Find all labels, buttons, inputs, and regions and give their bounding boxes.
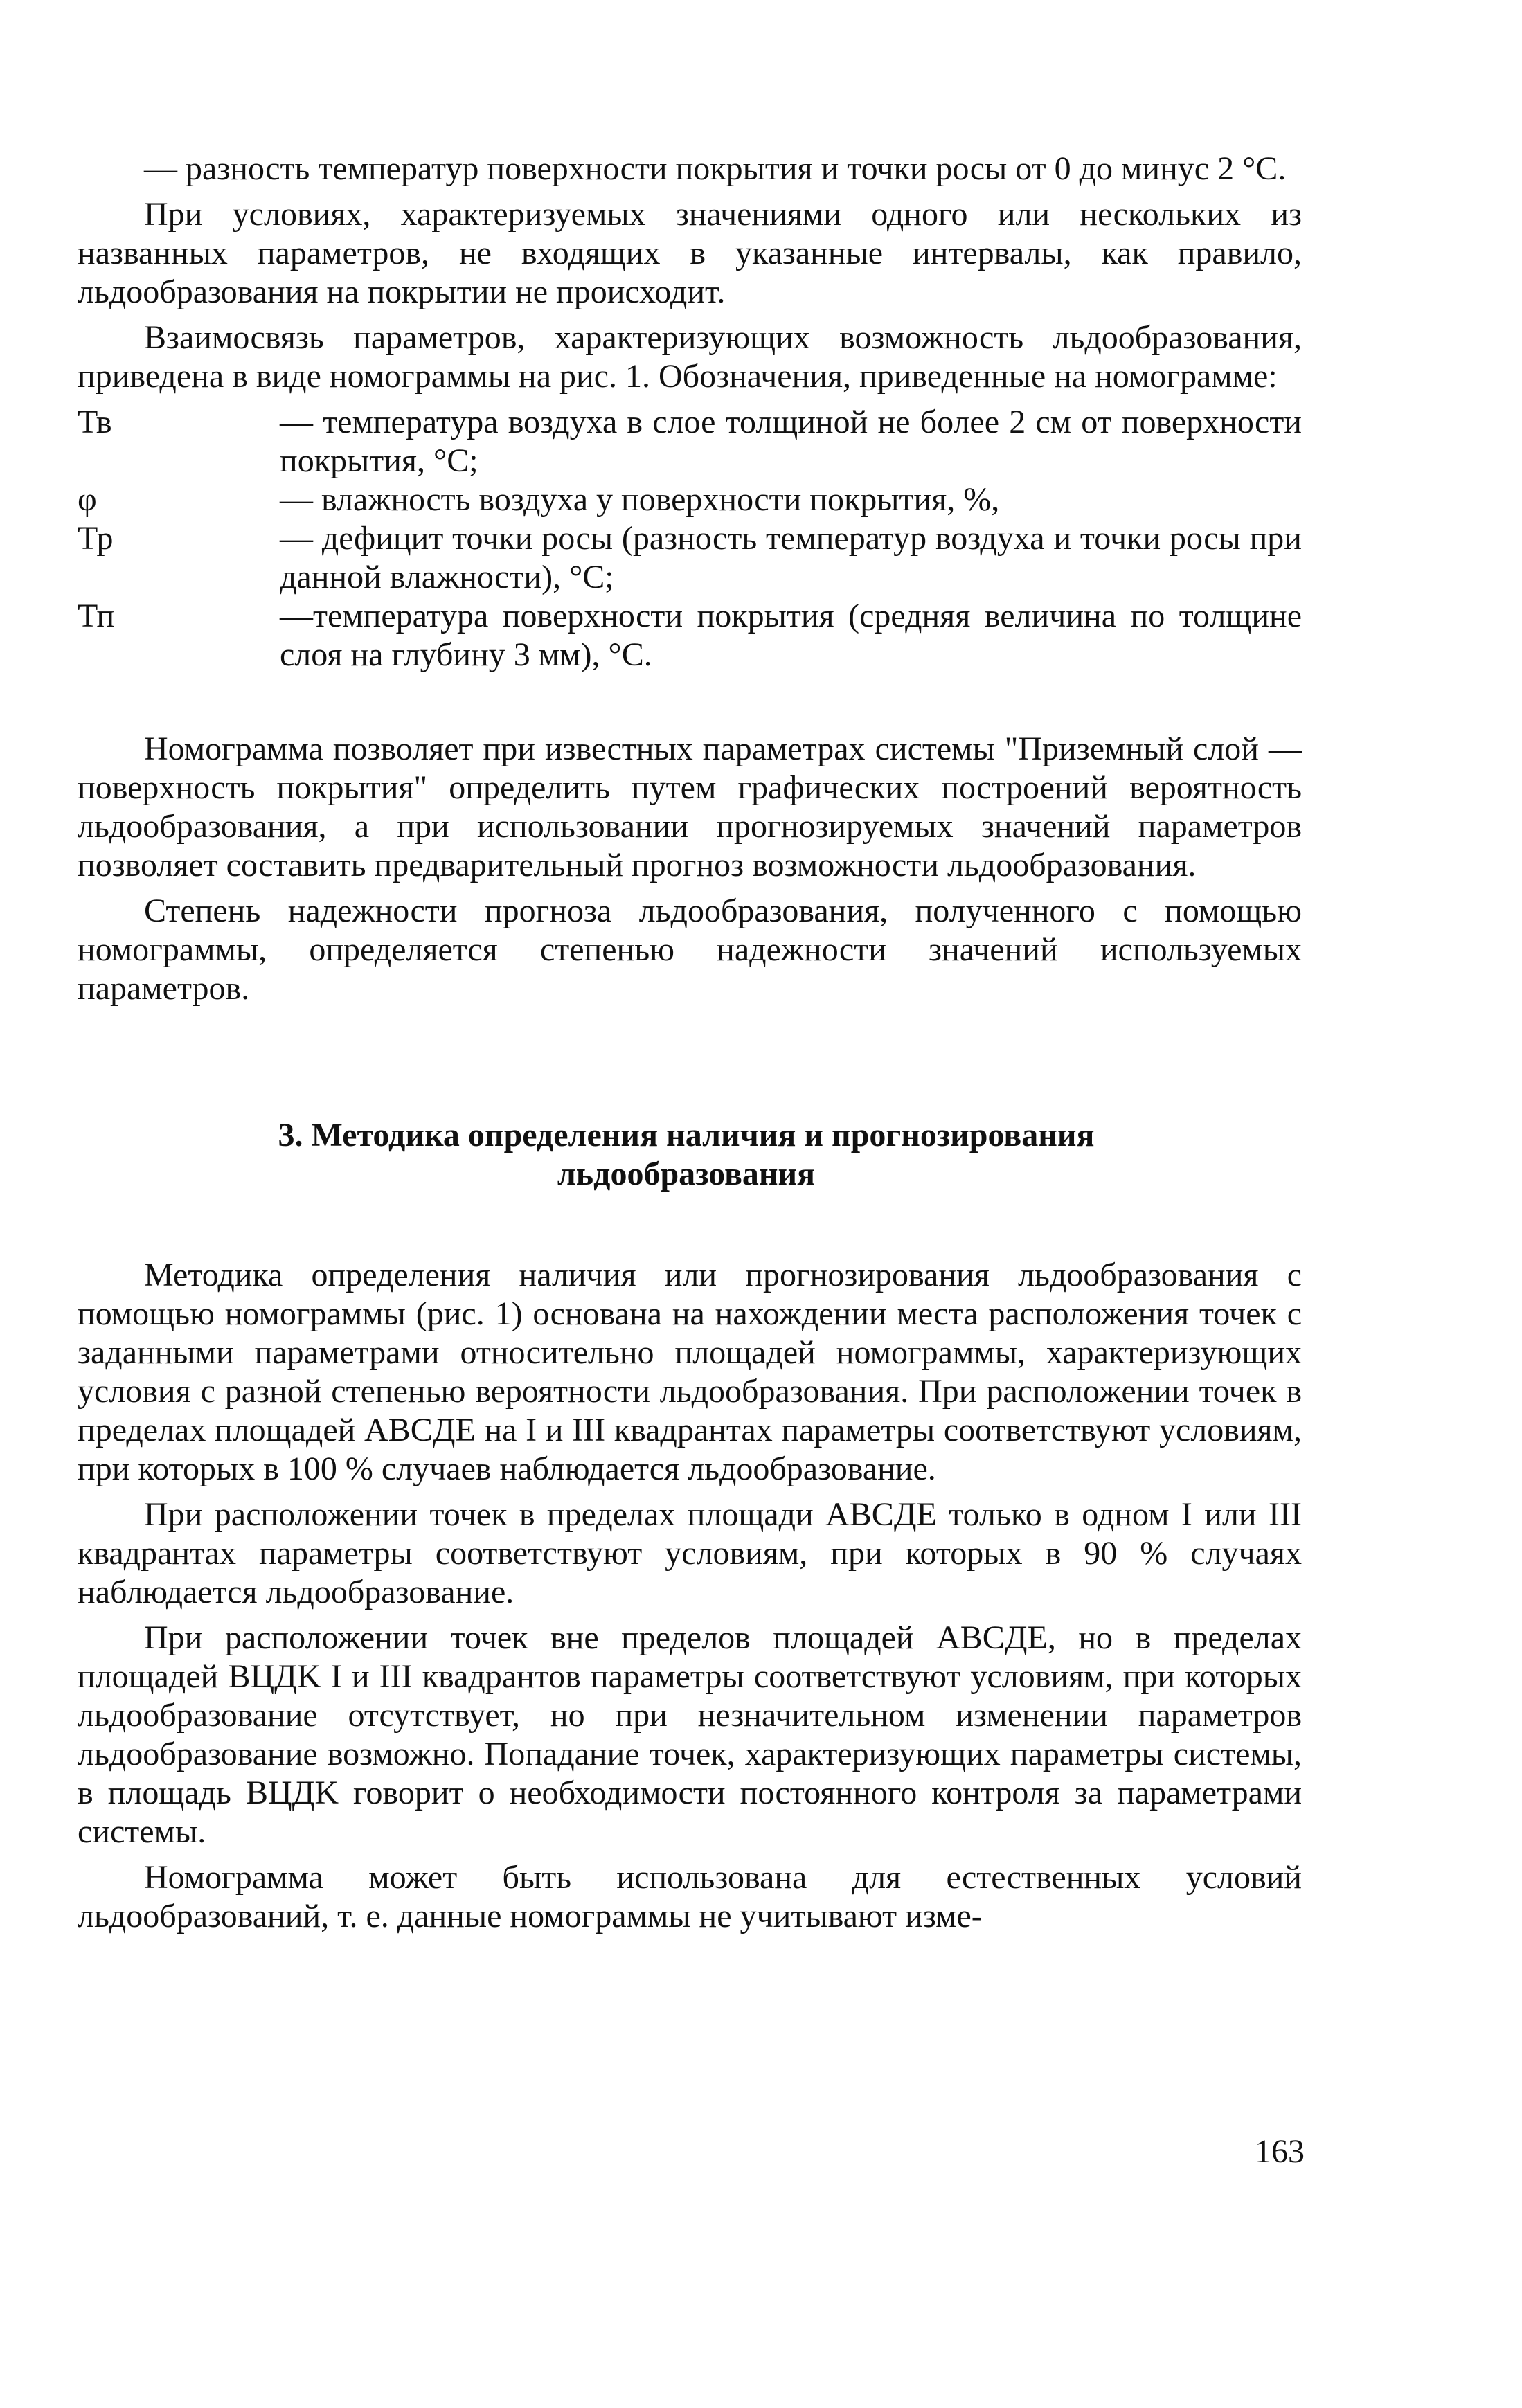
paragraph-nomogram-usage: Номограмма позволяет при известных параметрах системы "Приземный слой — поверхность покрытия" определить путем графических построений вероятность льдообразования, а при использовании прогнозируемых значений параметров позволяет составить предварительный прогноз возможности льдообразования.	[78, 730, 1302, 883]
definition-text: — влажность воздуха у поверхности покрытия, %,	[280, 481, 1000, 518]
definition-symbol: Тр	[78, 520, 114, 557]
definition-text: — температура воздуха в слое толщиной не более 2 см от поверхности покрытия, °С;	[280, 404, 1302, 479]
definition-air-temperature	[78, 403, 1302, 480]
definition-symbol: φ	[78, 481, 97, 518]
definition-humidity	[78, 480, 1302, 519]
definition-symbol: Тп	[78, 597, 115, 634]
definition-surface-temperature	[78, 597, 1302, 674]
paragraph-natural-conditions: Номограмма может быть использована для естественных условий льдообразований, т. е. данные номограммы не учитывают изме-	[78, 1859, 1302, 1934]
page-number: 163	[1255, 2133, 1305, 2170]
definition-dewpoint-deficit	[78, 519, 1302, 597]
paragraph-forecast-reliability: Степень надежности прогноза льдообразования, полученного с помощью номограммы, определяется степенью надежности значений используемых параметров.	[78, 892, 1302, 1007]
section-heading: 3. Методика определения наличия и прогнозирования льдообразования	[278, 1117, 1095, 1192]
definitions-list	[78, 403, 1302, 674]
definition-symbol: Тв	[78, 404, 112, 440]
paragraph-conditions: При условиях, характеризуемых значениями одного или нескольких из названных параметров, не входящих в указанные интервалы, как правило, льдообразования на покрытии не происходит.	[78, 196, 1302, 310]
paragraph-outside-area: При расположении точек вне пределов площадей ABCДE, но в пределах площадей BЦДK I и III квадрантов параметры соответствуют условиям, при которых льдообразование отсутствует, но при незначительном изменении параметров льдообразование возможно. Попадание точек, характеризующих параметры системы, в площадь BЦДK говорит о необходимости постоянного контроля за параметрами системы.	[78, 1619, 1302, 1850]
paragraph-nomogram-intro: Взаимосвязь параметров, характеризующих возможность льдообразования, приведена в виде номограммы на рис. 1. Обозначения, приведенные на номограмме:	[78, 319, 1302, 395]
paragraph-single-quadrant: При расположении точек в пределах площади ABCДE только в одном I или III квадрантах параметры соответствуют условиям, при которых в 90 % случаях наблюдается льдообразование.	[78, 1496, 1302, 1610]
definition-text: —температура поверхности покрытия (средняя величина по толщине слоя на глубину 3 мм), °С.	[280, 597, 1302, 673]
text-column	[78, 150, 1302, 1936]
paragraph-dewpoint-range: — разность температур поверхности покрытия и точки росы от 0 до минус 2 °С.	[144, 150, 1287, 187]
definition-text: — дефицит точки росы (разность температур воздуха и точки росы при данной влажности), °С;	[280, 520, 1302, 595]
paragraph-method: Методика определения наличия или прогнозирования льдообразования с помощью номограммы (рис. 1) основана на нахождении места расположения точек с заданными параметрами относительно площадей номограммы, характеризующих условия с разной степенью вероятности льдообразования. При расположении точек в пределах площадей ABCДE на I и III квадрантах параметры соответствуют условиям, при которых в 100 % случаев наблюдается льдообразование.	[78, 1257, 1302, 1487]
